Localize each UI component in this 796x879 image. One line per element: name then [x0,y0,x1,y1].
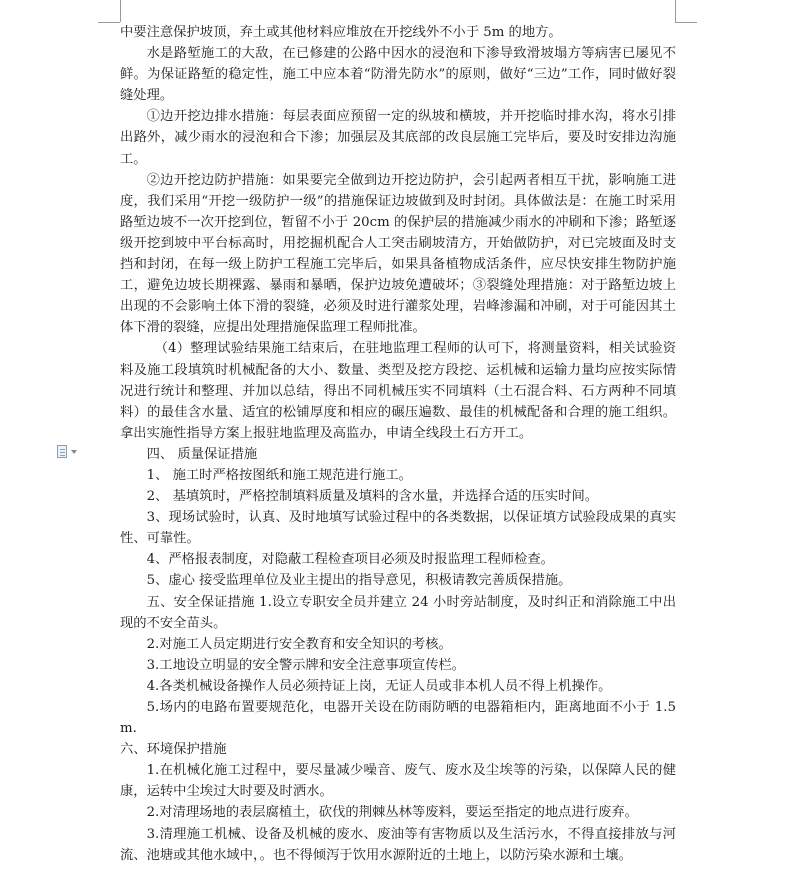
paragraph: 六、环境保护措施 [120,742,227,758]
paragraph: 水是路堑施工的大敌，在已修建的公路中因水的浸泡和下渗导致滑坡塌方等病害已屡见不鲜。为保证路堑的稳定性，施工中应本着“防滑先防水”的原则，做好“三边”工作，同时做好裂缝处理。 [120,46,676,104]
paragraph: 四、 质量保证措施 [146,446,258,462]
crop-mark-top-right-horizontal [675,22,697,23]
paragraph: ①边开挖边排水措施：每层表面应预留一定的纵坡和横坡，并开挖临时排水沟，将水引排出路外，减少雨水的浸泡和合下渗；加强层及其底部的改良层施工完毕后，要及时安排边沟施工。 [120,109,676,167]
crop-mark-top-right [675,0,676,22]
paragraph: 2.对清理场地的表层腐植土，砍伐的荆棘丛林等废料，要运至指定的地点进行废弃。 [146,805,638,821]
paragraph: 2、 基填筑时，严格控制填料质量及填料的含水量，并选择合适的压实时间。 [146,489,599,505]
paragraph: 3.清理施工机械、设备及机械的废水、废油等有害物质以及生活污水，不得直接排放与河流、池塘或其他水域中，。也不得倾泻于饮用水源附近的土地上，以防污染水源和土壤。 [120,826,676,863]
chevron-down-icon [71,450,77,454]
document-body[interactable] [120,22,676,866]
paragraph: 1、 施工时严格按图纸和施工规范进行施工。 [146,467,412,483]
paragraph: 五、安全保证措施 1.设立专职安全员并建立 24 小时旁站制度，及时纠正和消除施工中出现的不安全苗头。 [120,594,676,631]
paragraph: 2.对施工人员定期进行安全教育和安全知识的考核。 [146,636,452,652]
paragraph: 3、现场试验时，认真、及时地填写试验过程中的各类数据，以保证填方试验段成果的真实性、可靠性。 [120,510,676,547]
paragraph: ②边开挖边防护措施：如果要完全做到边开挖边防护，会引起两者相互干扰，影响施工进度，我们采用“开挖一级防护一级”的措施保证边坡做到及时封闭。具体做法是：在施工时采用路堑边坡不一次开挖到位，暂留不小于 20cm 的保护层的措施减少雨水的冲刷和下渗；路堑逐级开挖到坡中平台标高时，用挖掘机配合人工突击刷坡清方，开始做防护，对已完坡面及时支挡和封闭，在每一级上防护工程施工完毕后，如果具备植物成活条件，应尽快安排生物防护施工，避免边坡长期裸露、暴雨和暴晒，保护边坡免遭破坏；③裂缝处理措施：对于路堑边坡上出现的不会影响土体下滑的裂缝，必须及时进行灌浆处理，岩峰渗漏和冲刷，对于可能因其土体下滑的裂缝，应提出处理措施保监理工程师批准。 [120,172,676,336]
document-options-icon[interactable] [57,445,83,459]
paragraph: 5、虚心 接受监理单位及业主提出的指导意见，积极请教完善质保措施。 [146,573,572,589]
paragraph: 3.工地设立明显的安全警示牌和安全注意事项宣传栏。 [146,657,466,673]
crop-mark-top-left [120,0,121,22]
paragraph: （4）整理试验结果施工结束后，在驻地监理工程师的认可下，将测量资料，相关试验资料及施工段填筑时机械配备的大小、数量、类型及挖方段挖、运机械和运输力量均应按实际情况进行统计和整理、并加以总结，得出不同机械压实不同填料（土石混合料、石方两种不同填料）的最佳含水量、适宜的松铺厚度和相应的碾压遍数、最佳的机械配备和合理的施工组织。拿出实施性指导方案上报驻地监理及高监办，申请全线段土石方开工。 [120,341,676,441]
document-icon [57,445,67,458]
paragraph: 4、严格报表制度，对隐蔽工程检查项目必须及时报监理工程师检查。 [146,552,554,568]
crop-mark-top-left-horizontal [98,22,120,23]
paragraph: 4.各类机械设备操作人员必须持证上岗，无证人员或非本机人员不得上机操作。 [146,678,612,694]
paragraph: 5.场内的电路布置要规范化，电器开关设在防雨防晒的电器箱柜内，距离地面不小于 1.5m. [120,700,676,737]
paragraph: 中要注意保护坡顶，弃土或其他材料应堆放在开挖线外不小于 5m 的地方。 [120,25,562,40]
paragraph: 1.在机械化施工过程中，要尽量减少噪音、废气、废水及尘埃等的污染，以保障人民的健康，运转中尘埃过大时要及时洒水。 [120,763,676,800]
